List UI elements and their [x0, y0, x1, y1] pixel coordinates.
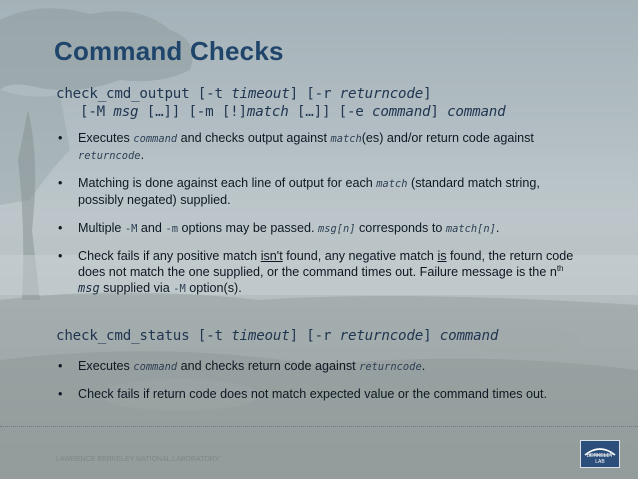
sig-returncode: returncode	[339, 86, 424, 102]
sig-part: ] [-r	[289, 328, 340, 344]
sig-part: ]	[430, 104, 448, 120]
sig-part: ] [-r	[289, 86, 340, 102]
footer-divider	[0, 426, 638, 427]
bullet-text: Check fails if return code does not match expected value or the command times out.	[78, 387, 548, 401]
bullet-text: Multiple -M and -m options may be passed. msg[n] corresponds to match[n].	[78, 221, 500, 235]
sig-part: […]] [-m [!]	[138, 104, 247, 120]
bullet-dot: •	[58, 131, 63, 145]
sig-part: [-t	[189, 328, 232, 344]
bullet-dot: •	[58, 249, 63, 263]
bullet-text: Executes command and checks return code against returncode.	[78, 359, 426, 373]
sig-match: match	[246, 104, 289, 120]
footer-text: LAWRENCE BERKELEY NATIONAL LABORATORY	[56, 456, 220, 463]
sig-timeout: timeout	[231, 86, 290, 102]
berkeley-lab-logo	[580, 440, 620, 468]
sig-part: ]	[423, 86, 432, 102]
sig-part: [-M	[80, 104, 114, 120]
sig-part: ]	[423, 328, 440, 344]
sig-command: command	[372, 104, 431, 120]
sig-command: command	[439, 328, 499, 344]
sig-cmd: check_cmd_output	[56, 86, 190, 102]
sig-timeout: timeout	[231, 328, 290, 344]
bullet-dot: •	[58, 359, 63, 373]
status-signature	[56, 328, 498, 344]
sig-command-arg: command	[447, 104, 506, 120]
bullet-text: Matching is done against each line of output for each match (standard match string, possibly negated) supplied.	[78, 176, 540, 207]
sig-part: […]] [-e	[288, 104, 372, 120]
bullet-text: Executes command and checks output against match(es) and/or return code against returncode.	[78, 131, 534, 162]
logo-text: BERKELEY LAB	[586, 453, 614, 465]
bullet-dot: •	[58, 176, 63, 190]
bullet-dot: •	[58, 387, 63, 401]
slide-title: Command Checks	[54, 36, 284, 66]
sig-cmd: check_cmd_status	[56, 328, 190, 344]
sig-part: [-t	[189, 86, 232, 102]
sig-msg: msg	[113, 104, 139, 120]
sig-returncode: returncode	[339, 328, 424, 344]
output-signature-line2	[80, 104, 506, 120]
bullet-text: Check fails if any positive match isn't found, any negative match is found, the return code does not match the one supplied, or the command times out. Failure message is the $n^{th}$ msg supplied via -M option(s).	[78, 249, 574, 295]
output-signature-line1	[56, 86, 431, 102]
bullet-dot: •	[58, 221, 63, 235]
